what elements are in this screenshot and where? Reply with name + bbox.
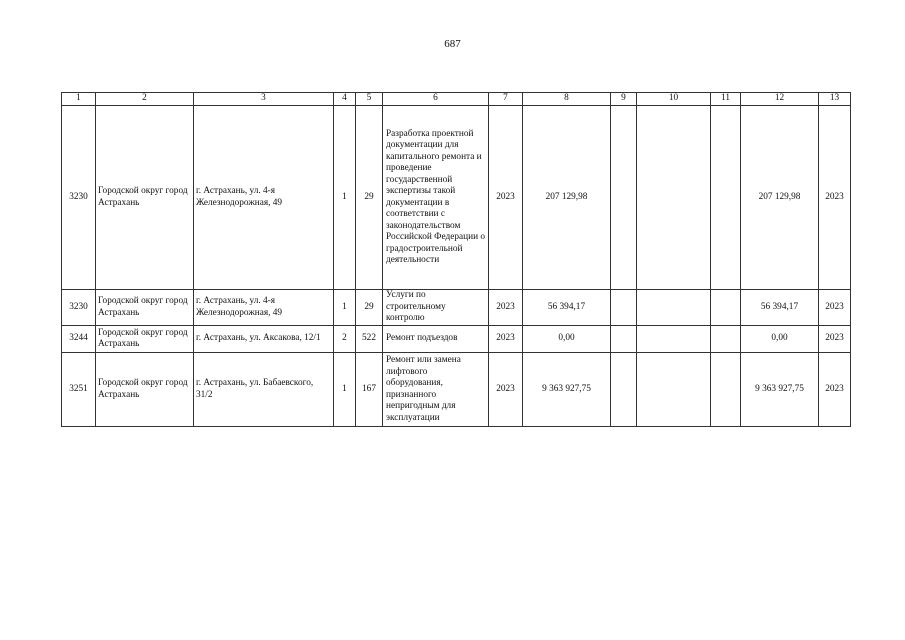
column-number: 5 <box>356 93 383 106</box>
cell-col9 <box>611 353 637 427</box>
cell-col13: 2023 <box>819 290 851 326</box>
cell-col11 <box>711 353 741 427</box>
column-number: 1 <box>62 93 96 106</box>
cell-col12: 9 363 927,75 <box>741 353 819 427</box>
cell-col9 <box>611 326 637 353</box>
cell-col5: 29 <box>356 290 383 326</box>
column-number: 3 <box>194 93 334 106</box>
cell-col4: 1 <box>334 353 356 427</box>
cell-address: г. Астрахань, ул. 4-я Железнодорожная, 49 <box>194 106 334 290</box>
cell-col5: 29 <box>356 106 383 290</box>
column-number-row <box>62 93 851 106</box>
column-number: 10 <box>637 93 711 106</box>
column-number: 4 <box>334 93 356 106</box>
table-row <box>62 326 851 353</box>
cell-municipality: Городской округ город Астрахань <box>96 290 194 326</box>
cell-id: 3230 <box>62 106 96 290</box>
page-number: 687 <box>444 38 461 50</box>
cell-year: 2023 <box>489 353 523 427</box>
cell-col12: 207 129,98 <box>741 106 819 290</box>
cell-id: 3230 <box>62 290 96 326</box>
cell-id: 3251 <box>62 353 96 427</box>
table-row <box>62 290 851 326</box>
cell-year: 2023 <box>489 290 523 326</box>
column-number: 6 <box>383 93 489 106</box>
cell-col4: 1 <box>334 290 356 326</box>
cell-municipality: Городской округ город Астрахань <box>96 326 194 353</box>
cell-col10 <box>637 106 711 290</box>
cell-col11 <box>711 106 741 290</box>
column-number: 2 <box>96 93 194 106</box>
column-number: 7 <box>489 93 523 106</box>
cell-col9 <box>611 290 637 326</box>
column-number: 13 <box>819 93 851 106</box>
cell-col10 <box>637 290 711 326</box>
cell-col13: 2023 <box>819 106 851 290</box>
cell-col5: 167 <box>356 353 383 427</box>
cell-address: г. Астрахань, ул. 4-я Железнодорожная, 49 <box>194 290 334 326</box>
cell-col11 <box>711 326 741 353</box>
column-number: 8 <box>523 93 611 106</box>
cell-work-type: Ремонт или замена лифтового оборудования, признанного непригодным для эксплуатации <box>383 353 489 427</box>
cell-col12: 0,00 <box>741 326 819 353</box>
cell-work-type: Услуги по строительному контролю <box>383 290 489 326</box>
table-row <box>62 353 851 427</box>
column-number: 12 <box>741 93 819 106</box>
cell-address: г. Астрахань, ул. Аксакова, 12/1 <box>194 326 334 353</box>
cell-col11 <box>711 290 741 326</box>
cell-col13: 2023 <box>819 326 851 353</box>
cell-total-cost: 0,00 <box>523 326 611 353</box>
cell-total-cost: 207 129,98 <box>523 106 611 290</box>
column-number: 9 <box>611 93 637 106</box>
cell-col10 <box>637 326 711 353</box>
column-number: 11 <box>711 93 741 106</box>
cell-year: 2023 <box>489 106 523 290</box>
table-row <box>62 106 851 290</box>
cell-year: 2023 <box>489 326 523 353</box>
register-table <box>61 92 851 427</box>
cell-col10 <box>637 353 711 427</box>
cell-total-cost: 9 363 927,75 <box>523 353 611 427</box>
cell-col9 <box>611 106 637 290</box>
cell-col4: 2 <box>334 326 356 353</box>
cell-col12: 56 394,17 <box>741 290 819 326</box>
cell-municipality: Городской округ город Астрахань <box>96 106 194 290</box>
cell-address: г. Астрахань, ул. Бабаевского, 31/2 <box>194 353 334 427</box>
cell-col13: 2023 <box>819 353 851 427</box>
cell-municipality: Городской округ город Астрахань <box>96 353 194 427</box>
cell-work-type: Разработка проектной документации для капитального ремонта и проведение государственной экспертизы такой документации в соответствии с законодательством Российской Федерации о градостроительной деятельности <box>383 106 489 290</box>
cell-col4: 1 <box>334 106 356 290</box>
cell-col5: 522 <box>356 326 383 353</box>
cell-total-cost: 56 394,17 <box>523 290 611 326</box>
cell-id: 3244 <box>62 326 96 353</box>
cell-work-type: Ремонт подъездов <box>383 326 489 353</box>
